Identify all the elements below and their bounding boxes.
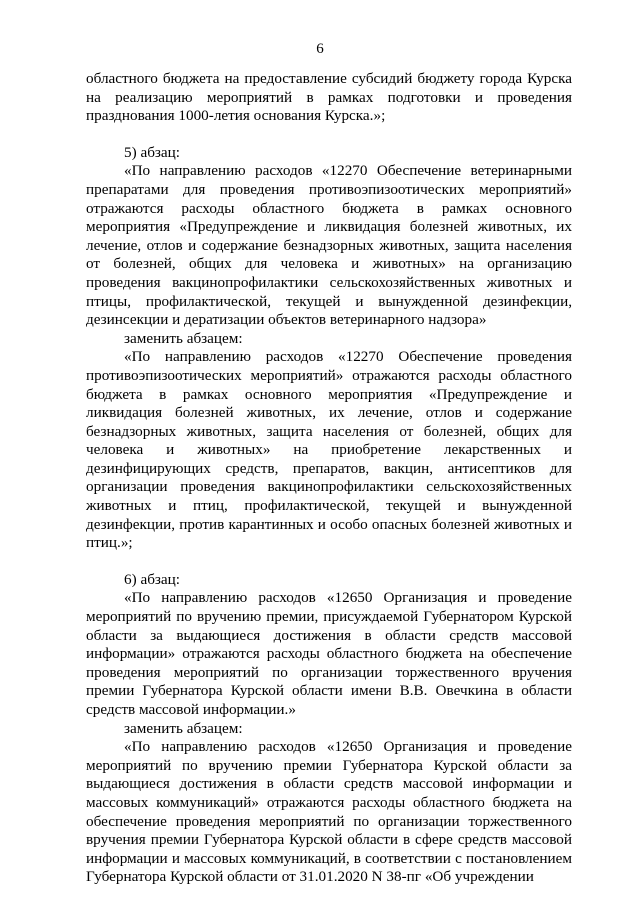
section-5-old-text: «По направлению расходов «12270 Обеспечение ветеринарными препаратами для проведения противоэпизоотических мероприятий» отражаются расходы областного бюджета в рамках основного мероприятия «Предупреждение и ликвидация болезней животных, их лечение, отлов и содержание безнадзорных животных, защита населения от болезней, общих для человека и животных» на организацию проведения вакцинопрофилактики сельскохозяйственных животных и птицы, профилактической, текущей и вынужденной дезинфекции, дезинсекции и дератизации объектов ветеринарного надзора»	[86, 162, 572, 329]
section-6-replace-label: заменить абзацем:	[124, 719, 243, 737]
section-6-old-text: «По направлению расходов «12650 Организация и проведение мероприятий по вручению премии, присуждаемой Губернатором Курской области за выдающиеся достижения в области средств массовой информации» отражаются расходы областного бюджета на обеспечение проведения мероприятий по организации торжественного вручения премии Губернатора Курской области имени В.В. Овечкина в области средств массовой информации.»	[86, 589, 572, 718]
section-6-new-text: «По направлению расходов «12650 Организация и проведение мероприятий по вручению премии Губернатора Курской области за выдающиеся достижения в области средств массовой информации и массовых коммуникаций» отражаются расходы областного бюджета на обеспечение проведения мероприятий по организации торжественного вручения премии Губернатора Курской области в сфере средств массовой информации и массовых коммуникаций, в соответствии с постановлением Губернатора Курской области от 31.01.2020 N 38-пг «Об учреждении	[86, 738, 572, 886]
section-5-replace-label: заменить абзацем:	[124, 329, 243, 347]
section-6-heading: 6) абзац:	[124, 570, 181, 588]
section-5-new-text: «По направлению расходов «12270 Обеспечение проведения противоэпизоотических мероприятий» отражаются расходы областного бюджета в рамках основного мероприятия «Предупреждение и ликвидация болезней животных, их лечение, отлов и содержание безнадзорных животных, защита населения от болезней, общих для человека и животных» на приобретение лекарственных и дезинфицирующих средств, препаратов, вакцин, антисептиков для организации проведения вакцинопрофилактики сельскохозяйственных животных и птиц, профилактической, текущей и вынужденной дезинфекции, против карантинных и особо опасных болезней животных и птиц.»;	[86, 348, 572, 552]
paragraph-gap	[86, 553, 572, 571]
page-number: 6	[316, 41, 324, 57]
paragraph-continuation: областного бюджета на предоставление субсидий бюджету города Курска на реализацию мероприятий в рамках подготовки и проведения празднования 1000-летия основания Курска.»;	[86, 70, 572, 125]
paragraph-gap	[86, 126, 572, 144]
section-5-heading: 5) абзац:	[124, 143, 181, 161]
document-body	[86, 70, 572, 887]
